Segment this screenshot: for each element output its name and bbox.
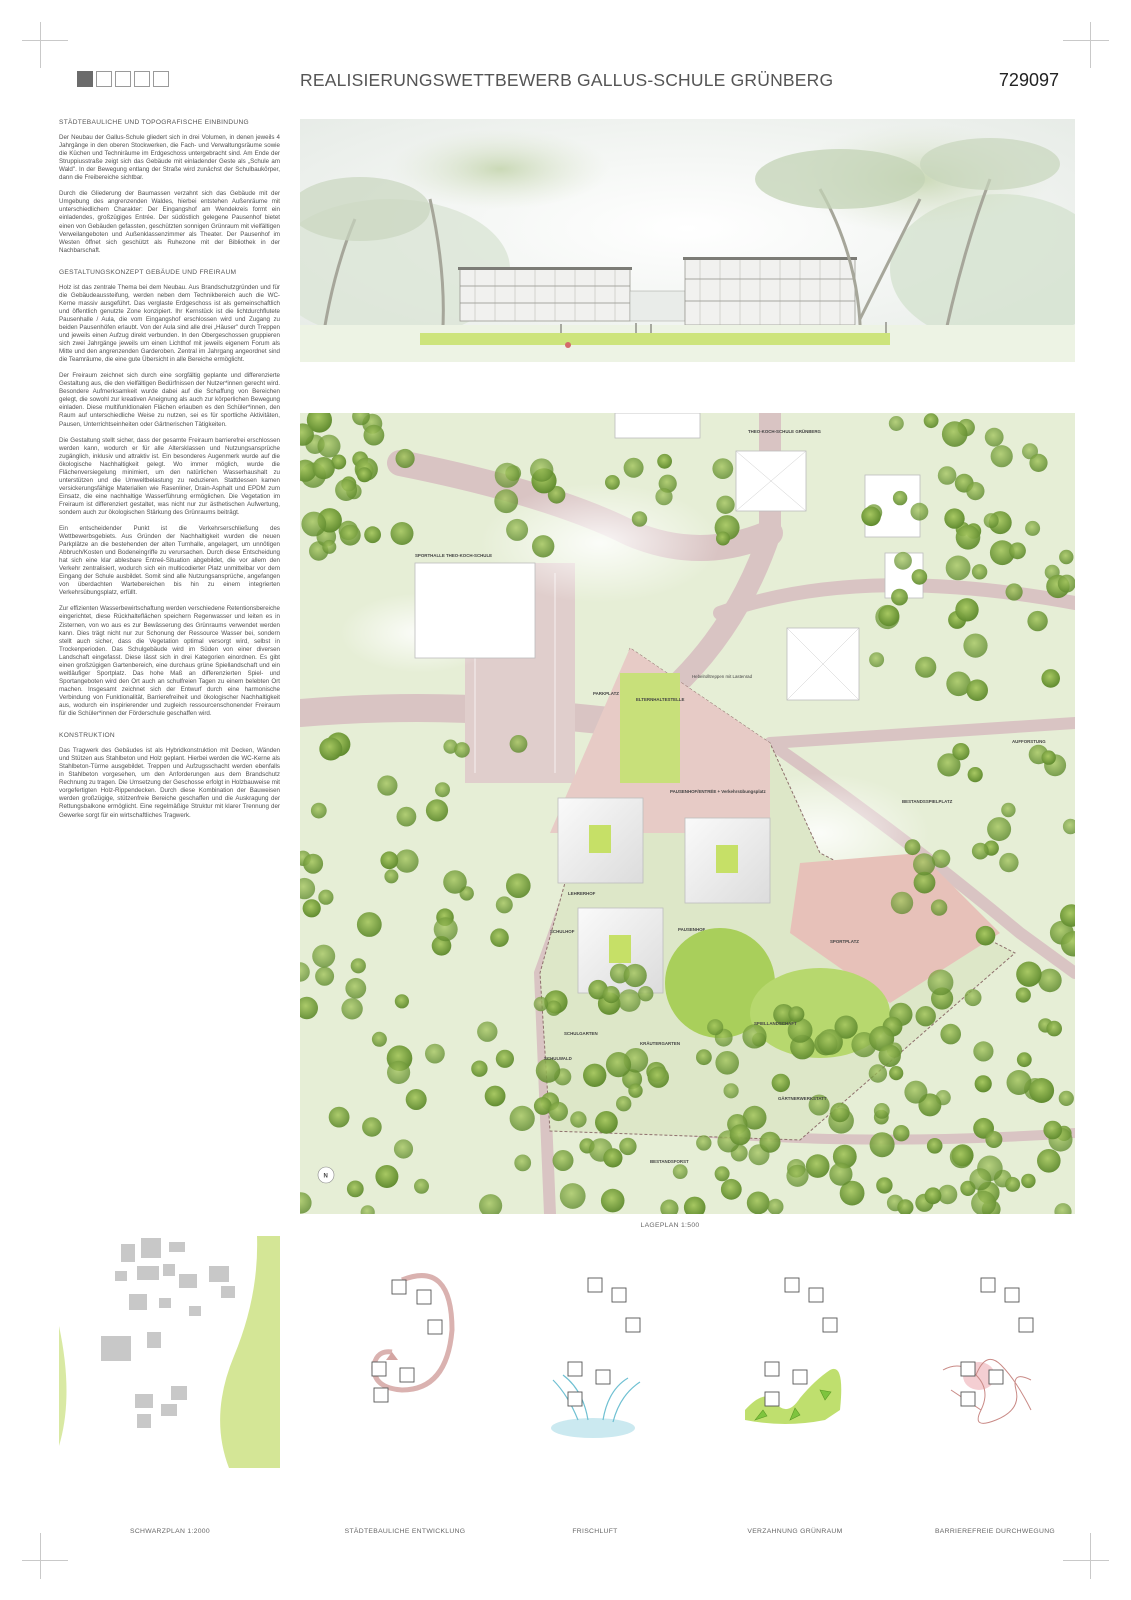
- tree: [628, 1084, 642, 1098]
- tree: [490, 928, 509, 947]
- paragraph: Holz ist das zentrale Thema bei dem Neubau. Aus Brandschutzgründen und für die Gebäudeaussteifung, werden neben dem Technikbereich auch die WC-Kerne massiv ausgeführt. Das verglaste Erdgeschoss ist als gemeinschaftlich und öffentlich genutzte Zone konzipiert. Ihr Kernstück ist die lichtdurchflutete Pausenhalle / Aula, die vom Eingangshof erschlossen wird und Zugang zu beiden Pausenhöfen erlaubt. Von der Aula sind alle drei „Häuser" durch Treppen und jeweils einen Aufzug direkt verbunden. In den Obergeschossen gruppieren sich zwei Jahrgänge jeweils um einen Lichthof mit jeweils eigenem Forum als Mitte und den angrenzenden Garderoben. Zentral im Jahrgang angeordnet sind die Teamräume, die eine gute Übersicht in alle Bereiche ermöglicht.: [59, 283, 280, 364]
- tree: [891, 589, 908, 606]
- paragraph: Das Tragwerk des Gebäudes ist als Hybridkonstruktion mit Decken, Wänden und Stützen aus Stahlbeton und Holz geplant. Hierbei werden die WC-Kerne als Stahlbeton-Türme ausgebildet. Treppen und Aufzugsschacht werden ebenfalls in Stahlbeton vorgesehen, um den Anforderungen aus dem Brandschutz Rechnung zu tragen. Die Umsetzung der Geschosse erfolgt in Holzbauweise mit vorgefertigten Holz-Rippendecken. Durch diese Kombination der Bauweisen werden großzügige, stützenfreie Bereiche geschaffen und die Auskragung der Rettungsbalkone ermöglicht. Eine regelmäßige Struktur mit klarer Trennung der Gewerke sorgt für ein wirtschaftliches Tragwerk.: [59, 747, 280, 819]
- paragraph: Der Neubau der Gallus-Schule gliedert sich in drei Volumen, in denen jeweils 4 Jahrgänge in den oberen Stockwerken, die Fach- und Verwaltungsräume sowie die Küchen und Techniräume im Erdgeschoss untergebracht sind. Am Ende der Struppiusstraße zeigt sich das Gebäude mit einladender Geste als „Schule am Wald". In der Bewegung entlang der Straße wird zunächst der Schulbaukörper, dann die Freibereiche sichtbar.: [59, 134, 280, 182]
- tree: [696, 1049, 712, 1065]
- tree: [963, 634, 987, 658]
- tree: [931, 899, 947, 915]
- tree: [624, 458, 644, 478]
- tree: [414, 1179, 429, 1194]
- tree: [869, 652, 884, 667]
- tree: [322, 540, 336, 554]
- competition-number: 729097: [998, 70, 1059, 90]
- label-schulhof: SCHULHOF: [550, 929, 575, 934]
- tree: [673, 1164, 688, 1179]
- label-entree: PAUSENHOF/ENTRÉE + Verkehrsübungsplatz: [670, 789, 766, 794]
- tree: [312, 945, 335, 968]
- tree: [1016, 962, 1041, 987]
- tree: [616, 1096, 631, 1111]
- tree: [357, 912, 382, 937]
- tree: [966, 482, 984, 500]
- tree: [904, 1081, 927, 1104]
- tree: [987, 817, 1011, 841]
- tree: [817, 1029, 843, 1055]
- tree: [715, 1166, 730, 1181]
- tree: [1021, 1174, 1035, 1188]
- tree: [879, 1045, 901, 1067]
- tree: [536, 1058, 560, 1082]
- tree: [715, 1051, 739, 1075]
- tree: [999, 853, 1018, 872]
- tree: [760, 1132, 781, 1153]
- crop-mark: [22, 1560, 68, 1561]
- tree: [377, 775, 397, 795]
- frischluft-diagram: [548, 1270, 658, 1440]
- label-parkplatz: PARKPLATZ: [593, 691, 619, 696]
- tree: [443, 870, 467, 894]
- tree: [315, 967, 334, 986]
- tree: [546, 1001, 561, 1016]
- paragraph: Ein entscheidender Punkt ist die Verkehrserschließung des Wettbewerbsgebiets. Aus Gründen der Nachhaltigkeit wurden die neuen Parkplätze an die bestehenden der alten Turnhalle, angelagert, um unnötigen Abbruch/Kosten und Bodeneingriffe zu verursachen. Durch diese Entscheidung hat sich eine klar ablesbare Entreé-Situation abgebildet, die vor allem den Verkehr zentralisiert, wodurch sich ein multicodierter Platz unmittelbar vor dem Eingang der Schule ausbildet. Somit sind alle Nutzungsansprüche, angefangen von überdachten Wartebereichen bis hin zu einem integrierten Verkehrsübungsplatz, erfüllt.: [59, 525, 280, 597]
- tree: [876, 1177, 892, 1193]
- tree: [477, 1022, 497, 1042]
- tree: [570, 1111, 586, 1127]
- tree: [984, 513, 999, 528]
- tree: [712, 458, 733, 479]
- tree: [942, 421, 968, 447]
- tree: [1017, 1052, 1032, 1067]
- tree: [485, 1086, 506, 1107]
- tree: [806, 1154, 830, 1178]
- label-lehrerhof: LEHRERHOF: [568, 891, 596, 896]
- tree: [928, 970, 954, 996]
- tree: [380, 851, 398, 869]
- page-indicator-box: [77, 71, 93, 87]
- section-heading: GESTALTUNGSKONZEPT GEBÄUDE UND FREIRAUM: [59, 268, 237, 276]
- tree: [747, 1192, 770, 1215]
- tree: [829, 1163, 852, 1186]
- tree: [534, 997, 548, 1011]
- tree: [395, 849, 418, 872]
- tree: [696, 1135, 711, 1150]
- label-bestandsspielplatz: BESTANDSSPIELPLATZ: [902, 799, 953, 804]
- tree: [893, 491, 907, 505]
- section-heading: KONSTRUKTION: [59, 732, 115, 740]
- section-heading: STÄDTEBAULICHE UND TOPOGRAFISCHE EINBINDUNG: [59, 119, 249, 126]
- tree: [768, 1199, 784, 1214]
- tree: [394, 1139, 413, 1158]
- tree: [303, 899, 321, 917]
- tree: [618, 989, 641, 1012]
- tree: [976, 926, 996, 946]
- label-kraeutergarten: KRÄUTERGARTEN: [640, 1041, 681, 1046]
- tree: [357, 467, 372, 482]
- tree: [657, 454, 672, 469]
- tree: [972, 843, 989, 860]
- tree: [969, 1168, 991, 1190]
- page-title: REALISIERUNGSWETTBEWERB GALLUS-SCHULE GRÜNBERG: [300, 70, 834, 90]
- tree: [956, 525, 981, 550]
- label-gaertnerwerkstatt: GÄRTNERWERKSTATT: [778, 1096, 827, 1101]
- tree: [946, 556, 971, 581]
- schwarzplan-diagram: [59, 1236, 280, 1468]
- label-bestandsforst: BESTANDSFORST: [650, 1159, 689, 1164]
- caption-gruenraum: VERZAHNUNG GRÜNRAUM: [747, 1528, 843, 1535]
- tree: [1029, 1078, 1054, 1103]
- tree: [870, 1132, 895, 1157]
- tree: [912, 569, 928, 585]
- staedtebau-diagram: [352, 1270, 462, 1430]
- school-building-left: [458, 267, 632, 321]
- tree: [938, 466, 957, 485]
- tree: [968, 767, 983, 782]
- tree: [1027, 611, 1047, 631]
- tree: [893, 1125, 909, 1141]
- crop-mark: [1063, 1560, 1109, 1561]
- tree: [952, 743, 969, 760]
- tree: [347, 1181, 364, 1198]
- tree: [426, 799, 448, 821]
- tree: [788, 1006, 804, 1022]
- tree: [1016, 987, 1031, 1002]
- crop-mark: [40, 22, 41, 68]
- tree: [655, 488, 672, 505]
- tree: [950, 1145, 973, 1168]
- tree: [648, 1067, 669, 1088]
- tree: [1001, 803, 1015, 817]
- tree: [1058, 575, 1075, 593]
- paragraph: Zur effizienten Wasserbewirtschaftung werden verschiedene Retentionsbereiche eingerichtet, diese Rückhalteflächen speichern Regenwasser und leiten es in Zisternen, von wo aus es zur Bewässerung des Grünraums verwendet werden kann. Dies trägt nicht nur zur Schonung der Ressource Wasser bei, sondern stellt auch sicher, dass die Vegetation optimal versorgt wird, selbst in Trockenperioden. Das Schulgebäude wird im Süden von einer diversen Landschaft eingefasst. Diese lässt sich in drei Kategorien einordnen. Es gibt einen großzügigen Gartenbereich, eine durchaus grüne Spiellandschaft und ein weitläufiger Sportplatz. Das hohe Maß an differenzierten Spiel- und Sportangeboten wird den Ort auch an schulfreien Tagen zu einem belebten Ort machen. Insgesamt zeichnet sich der Entwurf durch eine harmonische Verbindung von Funktionalität, Barrierefreiheit und ökologischer Nachhaltigkeit aus, wodurch ein inspirierender und zugleich ressourcenschonender Freiraum für die Schüler*innen der Förderschule geschaffen wird.: [59, 605, 280, 718]
- tree: [1009, 542, 1026, 559]
- caption-frischluft: FRISCHLUFT: [572, 1528, 618, 1535]
- tree: [632, 511, 647, 526]
- label-spiellandschaft: SPIELLANDSCHAFT: [754, 1021, 797, 1026]
- tree: [889, 416, 904, 431]
- paragraph: Der Freiraum zeichnet sich durch eine sorgfältig geplante und differenzierte Gestaltung aus, die den vielfältigen Bedürfnissen der Nutzer*innen gerecht wird. Besondere Aufmerksamkeit wurde dabei auf die Schaffung von Bereichen gelegt, die sowohl zur kreativen Aneignung als auch zur körperlichen Bewegung einladen. Diese multifunktionalen Flächen erlauben es den Schüler*innen, den Raum auf unterschiedliche Weise zu nutzen, sei es für sportliche Aktivitäten, Pausen, Unterrichtseinheiten oder Gärtnerischen Tätigkeiten.: [59, 372, 280, 428]
- tree: [362, 1117, 382, 1137]
- tree: [1007, 1070, 1032, 1095]
- tree: [1025, 521, 1040, 536]
- tree: [340, 525, 361, 546]
- tree: [891, 892, 913, 914]
- tree: [830, 1103, 850, 1123]
- label-pausenhof: PAUSENHOF: [678, 927, 706, 932]
- tree: [940, 1024, 961, 1045]
- crop-mark: [1090, 22, 1091, 68]
- tree: [927, 1138, 943, 1154]
- tree: [495, 463, 520, 488]
- tree: [329, 1107, 350, 1128]
- tree: [603, 986, 620, 1003]
- tree: [707, 1019, 723, 1035]
- tree: [1006, 583, 1023, 600]
- tree: [944, 508, 964, 528]
- tree: [387, 1061, 410, 1084]
- tree: [506, 519, 528, 541]
- tree: [965, 989, 982, 1006]
- tree: [973, 1041, 993, 1061]
- tree: [595, 1111, 618, 1134]
- tree: [894, 552, 912, 570]
- tree: [532, 535, 554, 557]
- tree: [869, 1064, 887, 1082]
- tree: [716, 496, 734, 514]
- central-green: [620, 673, 680, 783]
- page-indicator-box: [134, 71, 150, 87]
- label-sportplatz: SPORTPLATZ: [830, 939, 859, 944]
- tree: [303, 854, 323, 874]
- barrierefrei-diagram: [941, 1270, 1051, 1440]
- tree: [318, 890, 333, 905]
- crop-mark: [1090, 1533, 1091, 1579]
- tree: [345, 978, 366, 999]
- tree: [406, 1089, 427, 1110]
- tree: [955, 598, 978, 621]
- tree: [391, 522, 414, 545]
- caption-schwarzplan: SCHWARZPLAN 1:2000: [130, 1528, 210, 1535]
- site-plan: [300, 413, 1075, 1214]
- tree: [425, 1044, 445, 1064]
- tree: [395, 994, 409, 1008]
- caption-barrierefrei: BARRIEREFREIE DURCHWEGUNG: [934, 1528, 1056, 1535]
- crop-mark: [22, 40, 68, 41]
- tree: [603, 1148, 622, 1167]
- tree: [889, 1066, 903, 1080]
- tree: [1037, 1149, 1061, 1173]
- tree: [396, 449, 415, 468]
- tree: [742, 1024, 766, 1048]
- tree: [560, 1183, 586, 1209]
- tree: [911, 503, 929, 521]
- tree: [721, 1179, 742, 1200]
- tree: [724, 1083, 739, 1098]
- tree: [506, 873, 531, 898]
- page-indicator: [77, 71, 169, 87]
- tree: [925, 1187, 942, 1204]
- label-schulgarten: SCHULGARTEN: [564, 1031, 598, 1036]
- tree: [915, 657, 936, 678]
- tree: [985, 428, 1004, 447]
- tree: [916, 1006, 936, 1026]
- label-schulwald: SCHULWALD: [544, 1056, 572, 1061]
- tree: [397, 807, 417, 827]
- crop-mark: [40, 1533, 41, 1579]
- tree: [384, 869, 398, 883]
- tree: [1005, 1177, 1020, 1192]
- tree: [510, 1106, 535, 1131]
- tree: [549, 1102, 568, 1121]
- paragraph: Die Gestaltung stellt sicher, dass der gesamte Freiraum barrierefrei erschlossen werden kann, wodurch er für alle Altersklassen und Nutzungsansprüche zugänglich, inklusiv und attraktiv ist. Ein besonderes Augenmerk wurde auf die ökologische Nachhaltigkeit gelegt. Wo immer möglich, wurde die Flächenversiegelung minimiert, um den natürlichen Wasserhaushalt zu unterstützen und die Umweltbelastung zu reduzieren. Stattdessen kamen versickerungsfähige Materialien wie Rasenliner, Drain-Asphalt und EPDM zum Einsatz, die eine nachhaltige Wasserführung ermöglichen. Die Vegetation im Freiraum ist differenziert gestaltet, was nicht nur zur ästhetischen Aufwertung, sondern auch zur ökologischen Stärkung des Grünraums beiträgt.: [59, 436, 280, 516]
- label-sporthalle: SPORTHALLE THEO-KOCH-SCHULE: [415, 553, 493, 558]
- tree: [496, 1050, 514, 1068]
- tree: [364, 526, 381, 543]
- tree: [301, 512, 326, 537]
- tree: [318, 435, 341, 458]
- label-elternhaltestelle: ELTERNHALTESTELLE: [636, 697, 685, 702]
- north-label: N: [323, 1173, 328, 1180]
- tree: [772, 1074, 790, 1092]
- tree: [975, 1075, 992, 1092]
- label-aufforstung: AUFFORSTUNG: [1012, 739, 1046, 744]
- tree: [605, 475, 620, 490]
- tree: [716, 532, 730, 546]
- tree: [435, 782, 450, 797]
- tree: [1059, 550, 1073, 564]
- tree: [313, 457, 335, 479]
- tree: [1038, 969, 1062, 993]
- caption-staedtebau: STÄDTEBAULICHE ENTWICKLUNG: [344, 1528, 466, 1535]
- tree: [553, 1150, 574, 1171]
- tree: [966, 679, 988, 701]
- tree: [913, 853, 935, 875]
- tree: [375, 1165, 398, 1188]
- tree: [619, 1138, 636, 1155]
- label-theo-koch: THEO-KOCH-SCHULE GRÜNBERG: [748, 429, 821, 434]
- tree: [1046, 1021, 1062, 1037]
- tree: [606, 1052, 631, 1077]
- tree: [1059, 1091, 1074, 1106]
- tree: [624, 964, 647, 987]
- tree: [991, 445, 1013, 467]
- tree: [985, 1131, 1002, 1148]
- street-elevation-rendering: [300, 119, 1075, 362]
- tree: [1042, 750, 1056, 764]
- tree: [1043, 1121, 1062, 1140]
- tree: [364, 425, 385, 446]
- tree: [496, 896, 513, 913]
- tree: [972, 564, 987, 579]
- tree: [730, 1124, 751, 1145]
- tree: [874, 1103, 890, 1119]
- page-indicator-box: [96, 71, 112, 87]
- paragraph: Durch die Gliederung der Baumassen verzahnt sich das Gebäude mit der Umgebung des angrenzenden Waldes, hierbei entstehen Außenräume mit unterschiedlichem Charakter: Der Eingangshof am Wendekreis formt ein einladendes, großzügiges Entrée. Der südöstlich gelegene Pausenhof bietet einen von Gebäuden gefassten, geschützten sonnigen Grünraum mit vielfältigen Verweilangeboten und Außenklassenzimmer als Theater. Der Pausenhof im Westen öffnet sich geschützt als Ruhezone mit der Bibliothek in der Nachbarschaft.: [59, 190, 280, 254]
- tree: [341, 998, 362, 1019]
- crop-mark: [1063, 40, 1109, 41]
- site-plan-caption: LAGEPLAN 1:500: [640, 1222, 700, 1229]
- tree: [514, 1155, 531, 1172]
- tree: [583, 1064, 606, 1087]
- tree: [786, 1165, 808, 1187]
- gruenraum-diagram: [745, 1270, 855, 1440]
- tree: [1029, 454, 1047, 472]
- tree: [905, 839, 921, 855]
- tree: [861, 507, 881, 527]
- text-column: [59, 119, 280, 828]
- tree: [878, 605, 899, 626]
- school-building-right: [683, 257, 857, 325]
- label-bike: Hebelrolltreppen mit Lastenrad: [692, 674, 753, 679]
- tree: [1041, 669, 1060, 688]
- tree: [372, 1032, 387, 1047]
- page-indicator-box: [153, 71, 169, 87]
- tree: [471, 1061, 487, 1077]
- tree: [454, 742, 470, 758]
- tree: [924, 413, 939, 428]
- tree: [510, 735, 528, 753]
- tree: [319, 738, 342, 761]
- tree: [530, 458, 553, 481]
- tree: [601, 1189, 625, 1213]
- tree: [494, 489, 518, 513]
- page-indicator-box: [115, 71, 131, 87]
- tree: [311, 803, 327, 819]
- tree: [351, 958, 366, 973]
- tree: [335, 479, 357, 501]
- tree: [434, 917, 458, 941]
